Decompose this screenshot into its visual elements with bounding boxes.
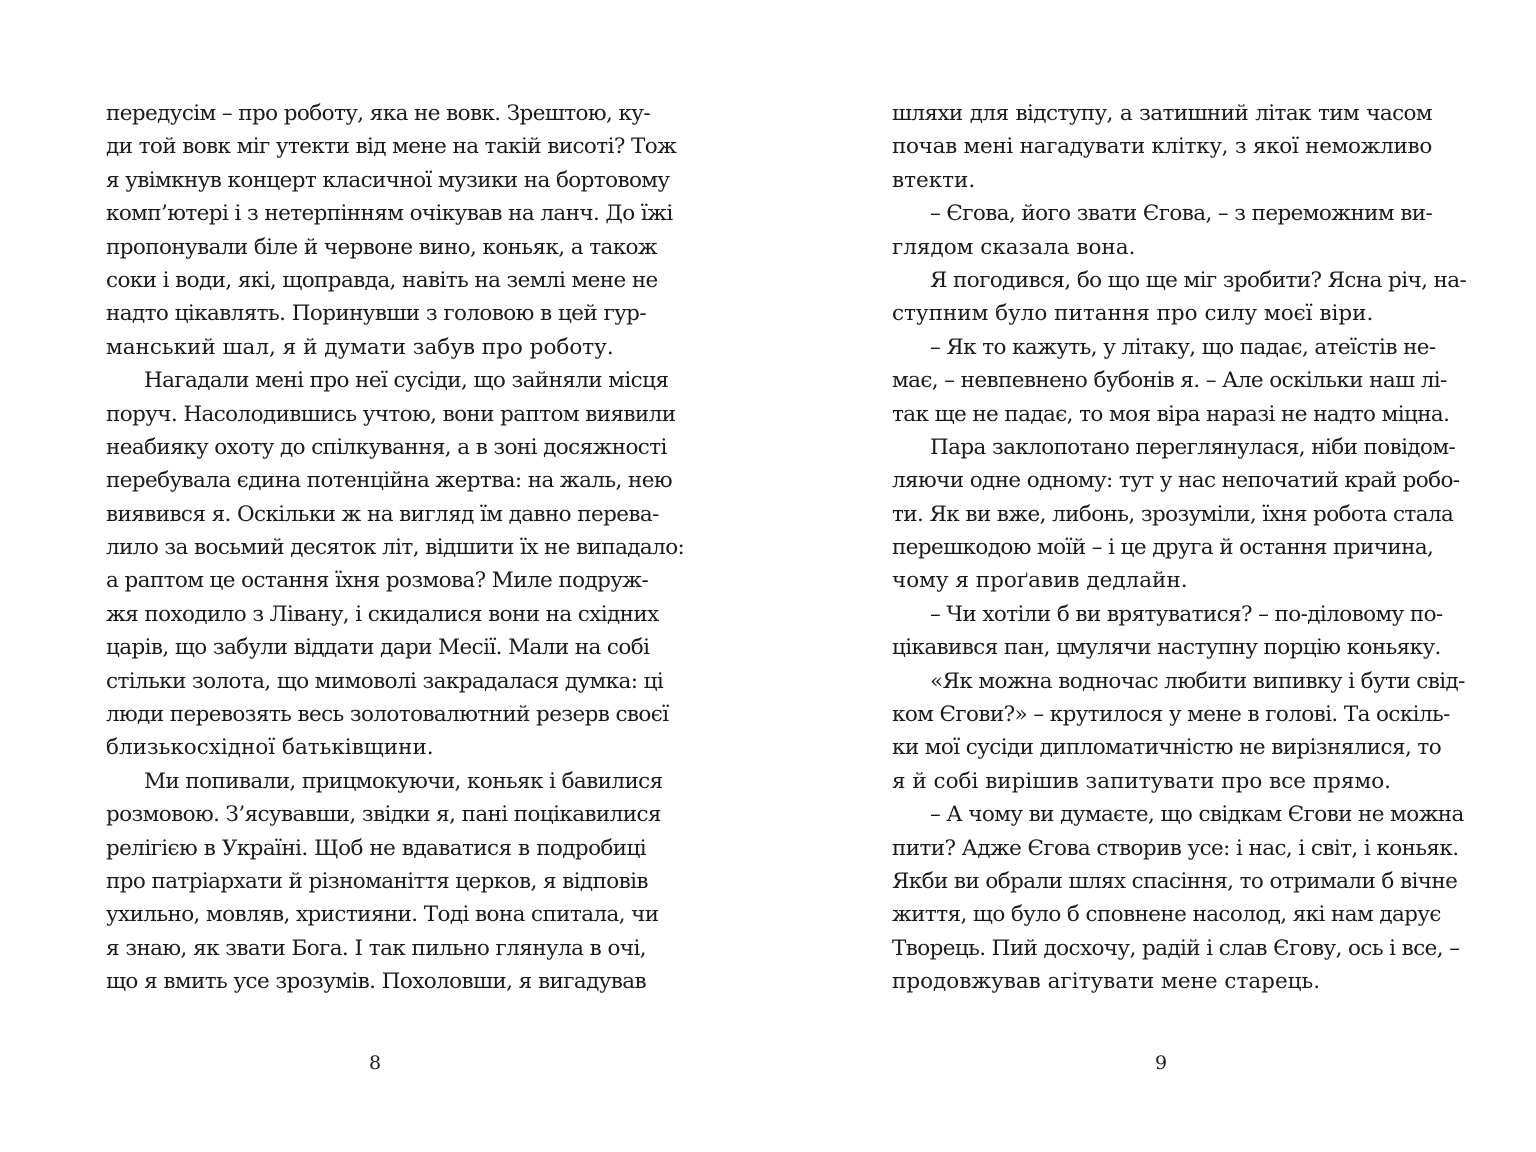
text-line: Пара заклопотано переглянулася, ніби повідом- [930, 434, 1456, 460]
text-line: стільки золота, що мимоволі закрадалася думка: ці [106, 668, 664, 694]
text-line: царів, що забули віддати дари Месії. Мали на собі [106, 635, 650, 661]
text-line: пити? Адже Єгова створив усе: і нас, і світ, і коньяк. [892, 835, 1459, 861]
text-line: що я вмить усе зрозумів. Похоловши, я вигадував [106, 969, 646, 995]
text-line: а раптом це остання їхня розмова? Миле подруж- [106, 568, 649, 594]
text-line: поруч. Насолодившись учтою, вони раптом виявили [106, 401, 676, 427]
text-line: люди перевозять весь золотовалютний резерв своєї [106, 702, 669, 728]
text-line: втекти. [892, 167, 976, 193]
text-line: Нагадали мені про неї сусіди, що зайняли місця [144, 368, 669, 394]
text-line: манський шал, я й думати забув про роботу. [106, 334, 614, 360]
text-line: – А чому ви думаєте, що свідкам Єгови не можна [930, 802, 1464, 828]
text-line: продовжував агітувати мене старець. [892, 969, 1321, 995]
text-line: має, – невпевнено бубонів я. – Але оскільки наш лі- [892, 368, 1447, 394]
text-line: перебувала єдина потенційна жертва: на жаль, нею [106, 468, 672, 494]
text-line: соки і води, які, щоправда, навіть на землі мене не [106, 267, 658, 293]
text-line: неабияку охоту до спілкування, а в зоні досяжності [106, 434, 667, 460]
text-line: шляхи для відступу, а затишний літак тим часом [892, 101, 1432, 126]
text-line: лило за восьмий десяток літ, відшити їх не випадало: [106, 535, 685, 561]
text-line: перешкодою моїй – і це друга й остання причина, [892, 535, 1434, 561]
text-line: Якби ви обрали шлях спасіння, то отримали б вічне [892, 868, 1458, 894]
text-line: цікавився пан, цмулячи наступну порцію коньяку. [892, 635, 1441, 661]
text-line: близькосхідної батьківщини. [106, 735, 434, 761]
text-line: «Як можна водночас любити випивку і бути свід- [930, 668, 1465, 694]
text-line: виявився я. Оскільки ж на вигляд їм давно перева- [106, 501, 659, 527]
text-line: передусім – про роботу, яка не вовк. Зрештою, ку- [106, 101, 651, 126]
text-line: ком Єгови?» – крутилося у мене в голові. Та оскіль- [892, 702, 1450, 728]
text-line: я й собі вирішив запитувати про все прямо. [892, 768, 1391, 794]
text-line: Я погодився, бо що ще міг зробити? Ясна річ, на- [930, 267, 1467, 293]
text-line: Ми попивали, прицмокуючи, коньяк і бавилися [144, 768, 663, 794]
text-line: почав мені нагадувати клітку, з якої неможливо [892, 134, 1432, 160]
text-line: розмовою. З’ясувавши, звідки я, пані поцікавилися [106, 802, 661, 828]
text-line: – Єгова, його звати Єгова, – з переможним ви- [930, 201, 1433, 227]
right-page-text [892, 97, 1467, 999]
text-line: ступним було питання про силу моєї віри. [892, 301, 1374, 327]
text-line: так ще не падає, то моя віра наразі не надто міцна. [892, 401, 1450, 427]
text-line: я увімкнув концерт класичної музики на бортовому [106, 167, 670, 193]
text-line: релігією в Україні. Щоб не вдаватися в подробиці [106, 835, 646, 861]
text-line: ляючи одне одному: тут у нас непочатий край робо- [892, 468, 1460, 494]
text-line: життя, що було б сповнене насолод, які нам дарує [892, 902, 1441, 928]
text-line: пропонували біле й червоне вино, коньяк, а також [106, 234, 658, 260]
text-line: ухильно, мовляв, християни. Тоді вона спитала, чи [106, 902, 659, 928]
left-page-number: 8 [368, 1052, 382, 1074]
left-page-text [106, 97, 685, 999]
text-line: про патріархати й різноманіття церков, я відповів [106, 868, 648, 894]
text-line: жя походило з Лівану, і скидалися вони на східних [106, 601, 659, 627]
text-line: – Чи хотіли б ви врятуватися? – по-діловому по- [930, 601, 1443, 627]
right-page-number: 9 [1154, 1052, 1168, 1074]
text-line: – Як то кажуть, у літаку, що падає, атеїстів не- [930, 334, 1436, 360]
text-line: ди той вовк міг утекти від мене на такій висоті? Тож [106, 134, 677, 160]
text-line: чому я проґавив дедлайн. [892, 568, 1188, 594]
text-line: комп’ютері і з нетерпінням очікував на ланч. До їжі [106, 201, 673, 227]
text-line: надто цікавлять. Поринувши з головою в цей гур- [106, 301, 646, 327]
text-line: ти. Як ви вже, либонь, зрозуміли, їхня робота стала [892, 501, 1454, 527]
text-line: ки мої сусіди дипломатичністю не вирізнялися, то [892, 735, 1442, 761]
text-line: Творець. Пий досхочу, радій і слав Єгову, ось і все, – [892, 935, 1460, 961]
text-line: глядом сказала вона. [892, 234, 1136, 260]
text-line: я знаю, як звати Бога. І так пильно глянула в очі, [106, 935, 646, 961]
